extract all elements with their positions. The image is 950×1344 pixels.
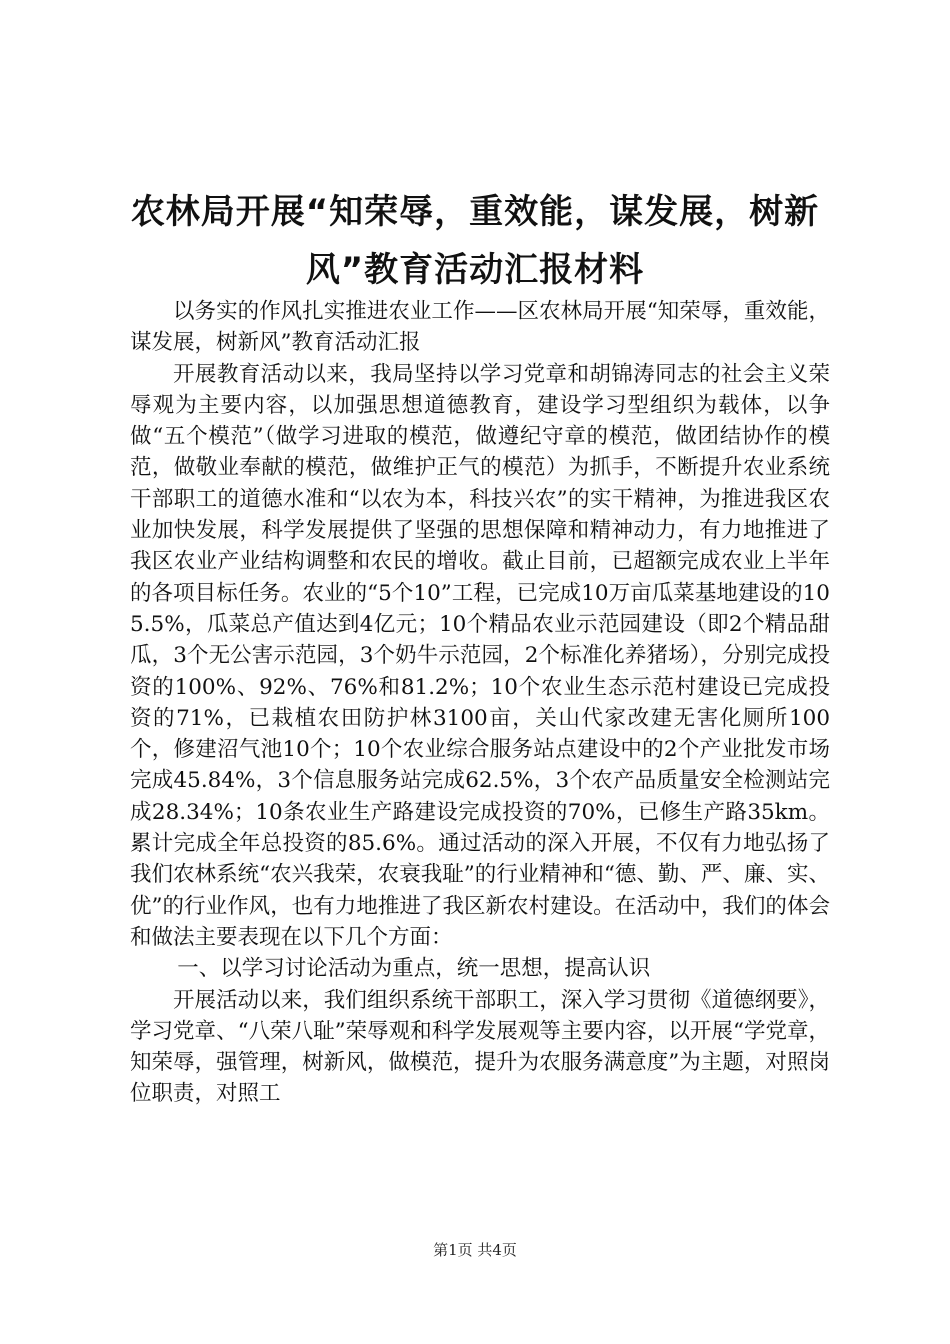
document-title: 农林局开展“知荣辱，重效能，谋发展，树新风”教育活动汇报材料	[130, 192, 820, 290]
section-heading: 一、以学习讨论活动为重点，统一思想，提高认识	[177, 956, 651, 982]
body-paragraph: 开展活动以来，我们组织系统干部职工，深入学习贯彻《道德纲要》，学习党章、“八荣八耻”荣辱观和科学发展观等主要内容，以开展“学党章，知荣辱，强管理，树新风，做模范，提升为农服务满意度”为主题，对照岗位职责，对照工	[130, 987, 830, 1107]
subtitle-paragraph: 以务实的作风扎实推进农业工作——区农林局开展“知荣辱，重效能，谋发展，树新风”教育活动汇报	[130, 299, 830, 356]
document-body	[130, 296, 830, 1110]
page-footer: 第1页 共4页	[433, 1241, 517, 1259]
body-paragraph: 开展教育活动以来，我局坚持以学习党章和胡锦涛同志的社会主义荣辱观为主要内容，以加强思想道德教育，建设学习型组织为载体，以争做“五个模范”（做学习进取的模范，做遵纪守章的模范，做团结协作的模范，做敬业奉献的模范，做维护正气的模范）为抓手，不断提升农业系统干部职工的道德水准和“以农为本，科技兴农”的实干精神，为推进我区农业加快发展，科学发展提供了坚强的思想保障和精神动力，有力地推进了我区农业产业结构调整和农民的增收。截止目前，已超额完成农业上半年的各项目标任务。农业的“5个10”工程，已完成10万亩瓜菜基地建设的105.5%，瓜菜总产值达到4亿元；10个精品农业示范园建设（即2个精品甜瓜，3个无公害示范园，3个奶牛示范园，2个标准化养猪场），分别完成投资的100%、92%、76%和81.2%；10个农业生态示范村建设已完成投资的71%，已栽植农田防护林3100亩，关山代家改建无害化厕所100个，修建沼气池10个；10个农业综合服务站点建设中的2个产业批发市场完成45.84%，3个信息服务站完成62.5%，3个农产品质量安全检测站完成28.34%；10条农业生产路建设完成投资的70%，已修生产路35km。累计完成全年总投资的85.6%。通过活动的深入开展，不仅有力地弘扬了我们农林系统“农兴我荣，农衰我耻”的行业精神和“德、勤、严、廉、实、优”的行业作风，也有力地推进了我区新农村建设。在活动中，我们的体会和做法主要表现在以下几个方面：	[130, 361, 830, 950]
